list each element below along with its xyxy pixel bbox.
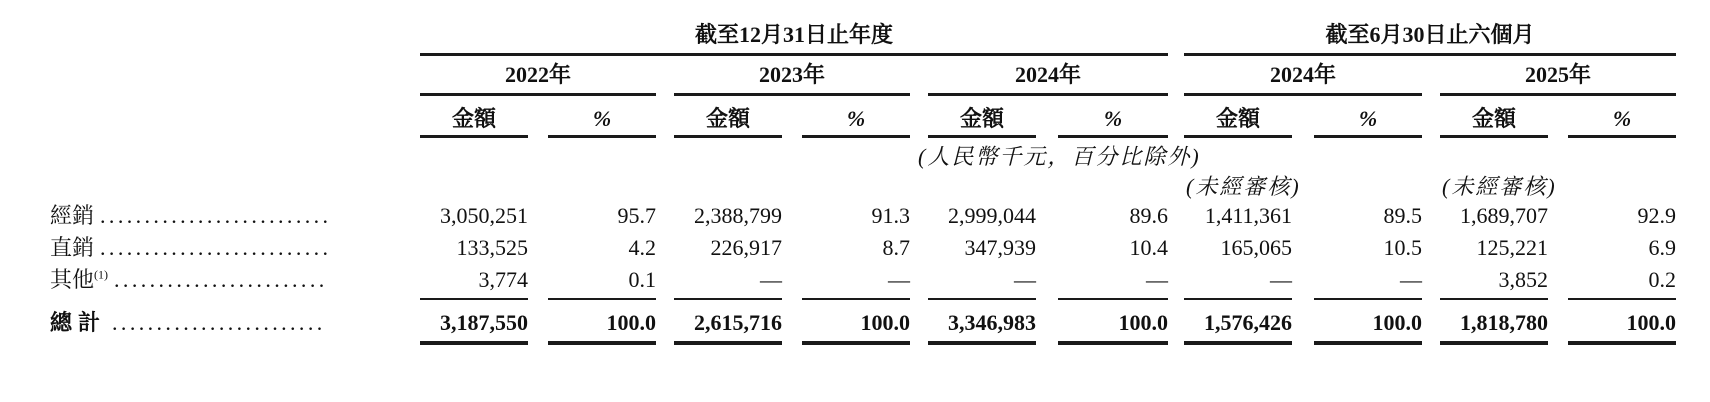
row-label-text: 其他 <box>50 267 95 292</box>
table-cell: 1,689,707 <box>1460 203 1548 228</box>
total-cell: 1,576,426 <box>1204 310 1292 335</box>
total-cell: 2,615,716 <box>694 310 782 335</box>
col-header-amount: 金額 <box>451 106 496 131</box>
leader-dots: ........................ <box>114 267 328 292</box>
col-rule <box>1314 135 1422 138</box>
row-label-total <box>50 310 395 336</box>
header-group-six-months: 截至6月30日止六個月 <box>1325 22 1535 47</box>
col-header-pct: % <box>1612 106 1632 131</box>
col-header-amount: 金額 <box>705 106 750 131</box>
col-rule <box>420 135 528 138</box>
col-rule <box>1058 135 1168 138</box>
table-cell: 92.9 <box>1637 203 1676 228</box>
col-rule <box>1440 135 1548 138</box>
subtotal-rule <box>548 298 656 300</box>
row-label-distribution <box>50 203 395 229</box>
row-label-text: 經銷 <box>50 203 95 228</box>
total-double-rule <box>420 341 528 346</box>
col-header-amount: 金額 <box>959 106 1004 131</box>
subtotal-rule <box>1058 298 1168 300</box>
subtotal-rule <box>1184 298 1292 300</box>
col-rule <box>548 135 656 138</box>
row-label-text: 直銷 <box>50 235 95 260</box>
table-cell: 89.6 <box>1129 203 1168 228</box>
table-cell: 3,774 <box>478 267 528 292</box>
col-header-amount: 金額 <box>1471 106 1516 131</box>
table-cell: 4.2 <box>628 235 656 260</box>
table-cell: 89.5 <box>1383 203 1422 228</box>
period-header-2024: 2024年 <box>1014 62 1081 87</box>
col-header-pct: % <box>846 106 866 131</box>
col-rule <box>674 135 782 138</box>
total-double-rule <box>1568 341 1676 345</box>
subtotal-rule <box>1568 298 1676 300</box>
table-cell: 1,411,361 <box>1204 203 1292 228</box>
subtotal-rule <box>928 298 1036 300</box>
total-double-rule <box>802 341 910 345</box>
subtotal-rule <box>1440 298 1548 300</box>
subtotal-rule <box>802 298 910 300</box>
total-cell: 1,818,780 <box>1460 310 1548 335</box>
table-cell: 3,852 <box>1498 267 1548 292</box>
total-cell: 100.0 <box>606 310 656 335</box>
total-cell: 100.0 <box>1118 310 1168 335</box>
table-cell: — <box>760 267 782 292</box>
unit-note: (人民幣千元，百分比除外) <box>918 144 1201 169</box>
table-cell: 6.9 <box>1648 235 1676 260</box>
leader-dots: .......................... <box>100 203 332 228</box>
table-cell: 91.3 <box>871 203 910 228</box>
footnote-marker: (1) <box>94 267 109 282</box>
table-cell: 125,221 <box>1476 235 1548 260</box>
table-cell: 95.7 <box>617 203 656 228</box>
table-cell: — <box>888 267 910 292</box>
table-cell: 10.5 <box>1383 235 1422 260</box>
col-rule <box>928 135 1036 138</box>
total-double-rule <box>1058 341 1168 345</box>
col-rule <box>1568 135 1676 138</box>
col-header-pct: % <box>1358 106 1378 131</box>
table-cell: 133,525 <box>456 235 528 260</box>
row-label-direct-sales <box>50 235 395 261</box>
col-rule <box>1184 135 1292 138</box>
total-cell: 100.0 <box>1372 310 1422 335</box>
total-double-rule <box>548 341 656 345</box>
leader-dots: .......................... <box>100 235 332 260</box>
table-cell: 0.2 <box>1648 267 1676 292</box>
total-double-rule <box>1314 341 1422 345</box>
period-rule-3 <box>928 93 1168 96</box>
row-label-others <box>50 267 395 293</box>
table-cell: — <box>1014 267 1036 292</box>
table-cell: 226,917 <box>710 235 782 260</box>
table-cell: 165,065 <box>1220 235 1292 260</box>
period-header-2023: 2023年 <box>758 62 825 87</box>
col-header-amount: 金額 <box>1215 106 1260 131</box>
subtotal-rule <box>1314 298 1422 300</box>
total-double-rule <box>1440 341 1548 345</box>
total-cell: 3,346,983 <box>948 310 1036 335</box>
total-cell: 100.0 <box>860 310 910 335</box>
col-rule <box>802 135 910 138</box>
period-rule-5 <box>1440 93 1676 96</box>
table-cell: 2,999,044 <box>948 203 1036 228</box>
col-header-pct: % <box>592 106 612 131</box>
subtotal-rule <box>674 298 782 300</box>
table-cell: 0.1 <box>628 267 656 292</box>
total-double-rule <box>674 341 782 345</box>
table-cell: 8.7 <box>882 235 910 260</box>
total-cell: 100.0 <box>1626 310 1676 335</box>
header-group-year-ended: 截至12月31日止年度 <box>694 22 893 47</box>
group-rule-2 <box>1184 53 1676 56</box>
subtotal-rule <box>420 298 528 300</box>
table-cell: — <box>1270 267 1292 292</box>
col-header-pct: % <box>1103 106 1123 131</box>
period-rule-4 <box>1184 93 1422 96</box>
table-cell: 10.4 <box>1129 235 1168 260</box>
table-cell: 347,939 <box>964 235 1036 260</box>
table-cell: 2,388,799 <box>694 203 782 228</box>
total-double-rule <box>928 341 1036 345</box>
period-rule-1 <box>420 93 656 96</box>
table-cell: — <box>1400 267 1422 292</box>
period-rule-2 <box>674 93 910 96</box>
period-header-2022: 2022年 <box>504 62 571 87</box>
table-cell: 3,050,251 <box>440 203 528 228</box>
group-rule-1 <box>420 53 1168 56</box>
leader-dots: ........................ <box>112 310 326 335</box>
row-label-text: 總計 <box>50 310 107 335</box>
table-cell: — <box>1146 267 1168 292</box>
period-header-2025-h1: 2025年 <box>1524 62 1591 87</box>
total-double-rule <box>1184 341 1292 345</box>
unaudited-note-2025: (未經審核) <box>1442 174 1557 199</box>
period-header-2024-h1: 2024年 <box>1269 62 1336 87</box>
total-cell: 3,187,550 <box>440 310 528 335</box>
unaudited-note-2024: (未經審核) <box>1186 174 1301 199</box>
